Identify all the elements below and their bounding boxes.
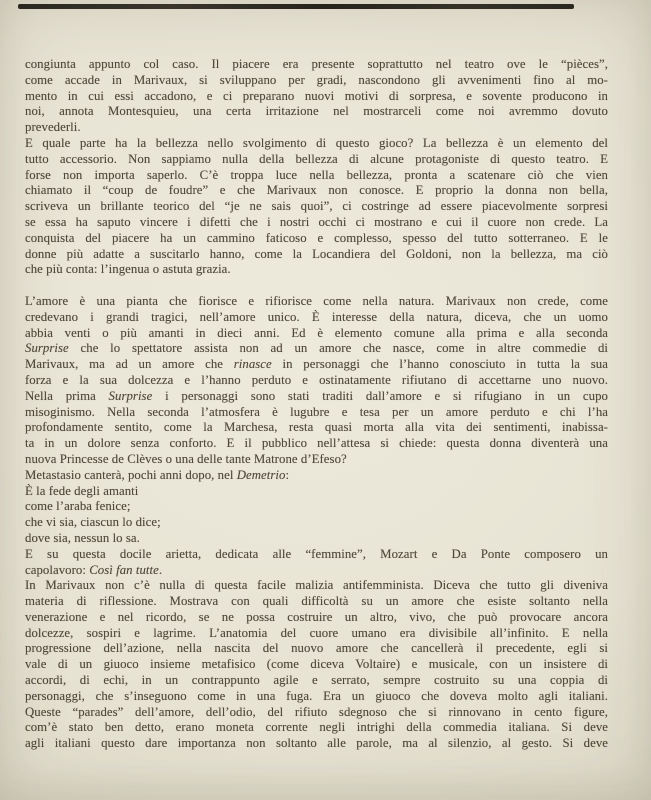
text-line	[25, 310, 608, 326]
text-line	[25, 89, 608, 105]
italic-text-segment: rinasce	[233, 357, 272, 372]
text-segment: nuova Princesse de Clèves o una delle tante Matrone d’Efeso?	[25, 451, 347, 466]
text-line	[25, 326, 608, 342]
text-line	[25, 657, 608, 673]
text-segment: Nella prima	[25, 388, 109, 403]
text-line	[25, 341, 608, 357]
text-segment: credevano i grandi tragici, nell’amore unico. È interesse della natura, diceva, che un uomo	[25, 309, 608, 324]
text-segment: In Marivaux non c’è nulla di questa facile malizia antifemminista. Diceva che tutto gli diveniva	[25, 578, 608, 593]
blank-line	[25, 278, 608, 294]
page-text	[25, 57, 608, 752]
text-line	[25, 231, 608, 247]
text-segment: Metastasio canterà, pochi anni dopo, nel	[25, 467, 237, 482]
text-line	[25, 515, 608, 531]
text-line	[25, 705, 608, 721]
text-segment: .	[158, 562, 163, 577]
text-segment: che più conta: l’ingenua o astuta grazia.	[25, 262, 231, 277]
text-line	[25, 436, 608, 452]
text-line	[25, 373, 608, 389]
text-line	[25, 247, 608, 263]
italic-text-segment: Demetrio	[236, 467, 286, 482]
text-line	[25, 641, 608, 657]
text-line	[25, 420, 608, 436]
text-line	[25, 199, 608, 215]
text-segment: accordi, di echi, in un contrappunto agile e serrato, sempre costruito su una coppia di	[25, 673, 608, 688]
text-segment: chiamato il “coup de foudre” e che Marivaux non conosce. E proprio la donna non bella,	[25, 183, 608, 198]
text-line	[25, 610, 608, 626]
text-line	[25, 215, 608, 231]
text-segment: :	[285, 467, 290, 482]
page-top-edge-rule	[18, 4, 574, 9]
text-segment: E su questa docile arietta, dedicata alle “femmine”, Mozart e Da Ponte composero un	[25, 546, 608, 561]
text-line	[25, 689, 608, 705]
text-segment: L’amore è una pianta che fiorisce e rifiorisce come nella natura. Marivaux non crede, come	[25, 293, 608, 308]
text-line	[25, 452, 608, 468]
text-segment: vale di un giuoco insieme metafisico (come diceva Voltaire) e musicale, con un insistere di	[25, 657, 608, 672]
text-line	[25, 152, 608, 168]
text-line	[25, 73, 608, 89]
text-line	[25, 736, 608, 752]
text-segment: dolcezze, sospiri e lagrime. L’anatomia del cuore umano era divisibile all’infinito. E nella	[25, 625, 608, 640]
text-segment: i personaggi sono stati traditi dall’amore e si rifugiano in un cupo	[152, 388, 608, 403]
text-segment: come accade in Marivaux, si sviluppano per gradi, nascondono gli avvenimenti fino al mo-	[25, 72, 608, 87]
text-segment: se essa ha saputo vincere i difetti che i nostri occhi ci mostrano e cui il cuore non crede. La	[25, 214, 608, 229]
text-segment: abbia venti o più amanti in dieci anni. Ed è elemento comune alla prima e alla seconda	[25, 325, 608, 340]
text-line	[25, 136, 608, 152]
text-segment: in personaggi che l’hanno conosciuto in tutta la sua	[271, 357, 608, 372]
text-segment: misoginismo. Nella seconda l’atmosfera è lugubre e tesa per un amore perduto e chi l’ha	[25, 404, 608, 419]
text-segment: noi, annota Montesquieu, una certa irritazione nel mostrarceli come noi avremmo dovuto	[25, 104, 608, 119]
text-segment: materia di riflessione. Mostrava con quali difficoltà su un amore che esiste soltanto nella	[25, 594, 608, 609]
text-segment: tutto accessorio. Non sappiamo nulla della bellezza di alcune protagoniste di questo teatro. E	[25, 151, 608, 166]
text-segment: progressione dell’azione, nella nascita del nuovo amore che cancellerà il precedente, egli si	[25, 641, 608, 656]
text-line	[25, 120, 608, 136]
italic-text-segment: Così fan tutte	[89, 562, 159, 577]
text-line	[25, 389, 608, 405]
text-line	[25, 468, 608, 484]
text-segment: congiunta appunto col caso. Il piacere era presente soprattutto nel teatro ove le “pièces”,	[25, 57, 608, 71]
text-segment: mento in cui essi accadono, e ci preparano nuovi motivi di sorpresa, e sovente producono in	[25, 88, 608, 103]
text-line	[25, 262, 608, 278]
text-segment: profondamente sentito, come la Marchesa, resta quasi morta alla vita dei sentimenti, inabissa-	[25, 420, 608, 435]
text-line	[25, 57, 608, 73]
italic-text-segment: Surprise	[108, 388, 153, 403]
text-line	[25, 578, 608, 594]
text-line	[25, 673, 608, 689]
text-segment: capolavoro:	[25, 562, 90, 577]
text-segment: Marivaux, ma ad un amore che	[25, 357, 234, 372]
text-line	[25, 563, 608, 579]
text-line	[25, 405, 608, 421]
text-segment: Queste “parades” dell’amore, dell’odio, del rifiuto sdegnoso che si rinnovano in cento figure,	[25, 704, 608, 719]
text-segment: venerazione e nel ricordo, se ne possa costruire un altro, vivo, che può provocare ancora	[25, 609, 608, 624]
text-segment: come l’araba fenice;	[25, 499, 131, 514]
text-segment: conquista del piacere ha un cammino faticoso e complesso, spesso del tutto sotterraneo. E le	[25, 230, 608, 245]
text-line	[25, 594, 608, 610]
text-line	[25, 547, 608, 563]
text-line	[25, 720, 608, 736]
text-segment: agli italiani questo dare importanza non soltanto alle parole, ma al silenzio, al gesto. Si deve	[25, 736, 608, 751]
text-segment: donne più adatte a suscitarlo hanno, come la Locandiera del Goldoni, non la bellezza, ma ciò	[25, 246, 608, 261]
text-line	[25, 484, 608, 500]
text-line	[25, 531, 608, 547]
text-line	[25, 499, 608, 515]
text-line	[25, 168, 608, 184]
text-segment: ta in un dolore senza conforto. E il pubblico nell’attesa si chiede: questa donna diventerà una	[25, 436, 608, 451]
text-segment: dove sia, nessun lo sa.	[25, 530, 140, 545]
text-line	[25, 357, 608, 373]
text-segment: personaggi, che s’inseguono come in una fuga. Era un giuoco che doveva molto agli italiani.	[25, 688, 608, 703]
text-line	[25, 626, 608, 642]
text-segment: che lo spettatore assista non ad un amore che nasce, come in altre commedie di	[68, 341, 608, 356]
text-line	[25, 294, 608, 310]
text-segment: forse non importa saperlo. C’è troppa luce nella bellezza, pronta a scatenare ciò che vien	[25, 167, 608, 182]
text-line	[25, 183, 608, 199]
text-segment: È la fede degli amanti	[25, 483, 139, 498]
text-segment: scriveva un brillante teorico del “je ne sais quoi”, ci costringe ad essere piacevolmente sorpresi	[25, 199, 608, 214]
italic-text-segment: Surprise	[25, 341, 69, 356]
text-segment: prevederli.	[25, 120, 81, 135]
text-segment: che vi sia, ciascun lo dice;	[25, 515, 161, 530]
text-segment: E quale parte ha la bellezza nello svolgimento di questo gioco? La bellezza è un elemento del	[25, 135, 608, 150]
text-line	[25, 104, 608, 120]
text-segment: com’è stato ben detto, erano moneta corrente negli intrighi della commedia italiana. Si deve	[25, 720, 608, 735]
text-segment: forza e la sua dolcezza e l’hanno perduto e ostinatamente rifiutano di accettarne uno nuovo.	[25, 372, 608, 387]
